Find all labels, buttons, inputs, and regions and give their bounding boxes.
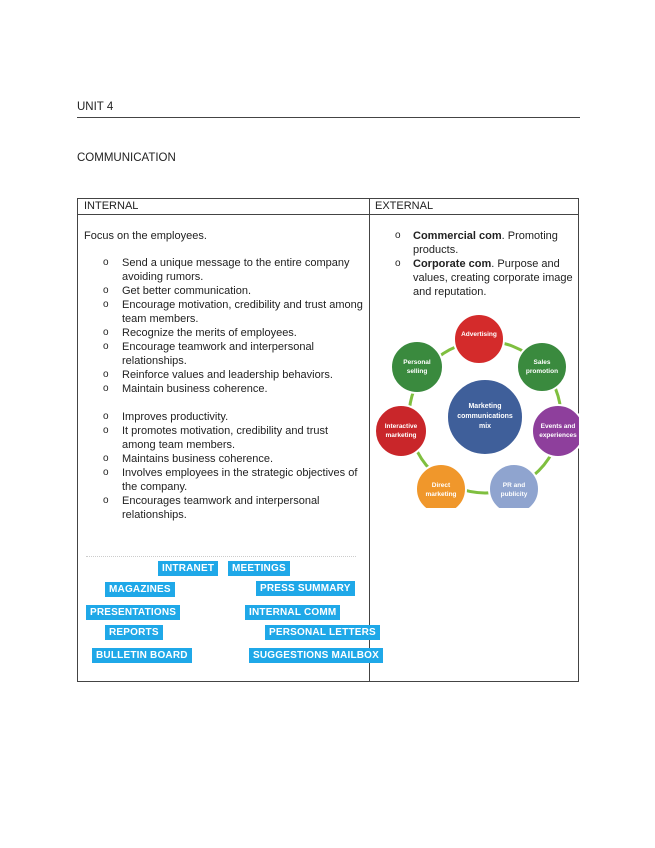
direct-label-1: Direct [431, 482, 451, 489]
list-item: o Encourage teamwork and interpersonal relationships. [84, 340, 364, 368]
tag-press-summary: PRESS SUMMARY [256, 581, 355, 596]
tag-bulletin-board: BULLETIN BOARD [92, 648, 192, 663]
tag-reports: REPORTS [105, 625, 163, 640]
events-label-2: experiences [539, 432, 577, 439]
tags-separator [86, 556, 356, 557]
list-item: o Encourage motivation, credibility and trust among team members. [84, 298, 364, 326]
center-label-3: mix [478, 423, 492, 430]
tag-magazines: MAGAZINES [105, 582, 175, 597]
list-item: o Encourages teamwork and interpersonal relationships. [84, 494, 364, 522]
section-title: COMMUNICATION [77, 152, 176, 164]
tag-presentations: PRESENTATIONS [86, 605, 180, 620]
advertising-label: Advertising [461, 331, 497, 338]
personal-node [391, 341, 443, 393]
personal-label-1: Personal [403, 359, 431, 366]
internal-header: INTERNAL [84, 200, 139, 212]
internal-list-2 [84, 410, 364, 522]
advertising-node [454, 314, 504, 364]
list-item: o Recognize the merits of employees. [84, 326, 364, 340]
center-label-2: communications [457, 413, 513, 420]
external-header: EXTERNAL [375, 200, 434, 212]
list-item: o Reinforce values and leadership behaviors. [84, 368, 364, 382]
tag-personal-letters: PERSONAL LETTERS [265, 625, 380, 640]
sales-label-2: promotion [525, 368, 559, 375]
interactive-label-2: marketing [385, 432, 417, 439]
tag-internal-comm: INTERNAL COMM [245, 605, 340, 620]
list-item: o Maintains business coherence. [84, 452, 364, 466]
sales-node [517, 342, 567, 392]
tag-suggestions-mailbox: SUGGESTIONS MAILBOX [249, 648, 383, 663]
tag-intranet: INTRANET [158, 561, 218, 576]
external-cell [375, 229, 580, 299]
internal-cell [84, 229, 364, 522]
direct-label-2: marketing [425, 491, 457, 498]
internal-list-1 [84, 256, 364, 396]
pr-label-2: publicity [500, 491, 528, 498]
list-item: o Involves employees in the strategic objectives of the company. [84, 466, 364, 494]
list-item: o Maintain business coherence. [84, 382, 364, 396]
interactive-label-1: Interactive [384, 423, 418, 430]
pr-label-1: PR and [502, 482, 526, 489]
events-label-1: Events and [540, 423, 576, 430]
list-item-commercial: o Commercial com. Promoting products. [375, 229, 580, 257]
list-item: o It promotes motivation, credibility and trust among team members. [84, 424, 364, 452]
marketing-mix-diagram [375, 313, 579, 508]
list-item-corporate: o Corporate com. Purpose and values, creating corporate image and reputation. [375, 257, 580, 299]
sales-label-1: Sales [533, 359, 551, 366]
tag-meetings: MEETINGS [228, 561, 290, 576]
events-node [532, 405, 579, 457]
header-divider [78, 214, 578, 215]
communication-table [77, 198, 579, 682]
list-item: o Get better communication. [84, 284, 364, 298]
center-label-1: Marketing [468, 403, 502, 410]
external-list [375, 229, 580, 299]
unit-heading: UNIT 4 [77, 101, 580, 118]
column-divider [369, 199, 370, 682]
personal-label-2: selling [406, 368, 428, 375]
list-item: o Improves productivity. [84, 410, 364, 424]
list-item: o Send a unique message to the entire company avoiding rumors. [84, 256, 364, 284]
interactive-node [375, 405, 427, 457]
internal-intro: Focus on the employees. [84, 230, 207, 242]
